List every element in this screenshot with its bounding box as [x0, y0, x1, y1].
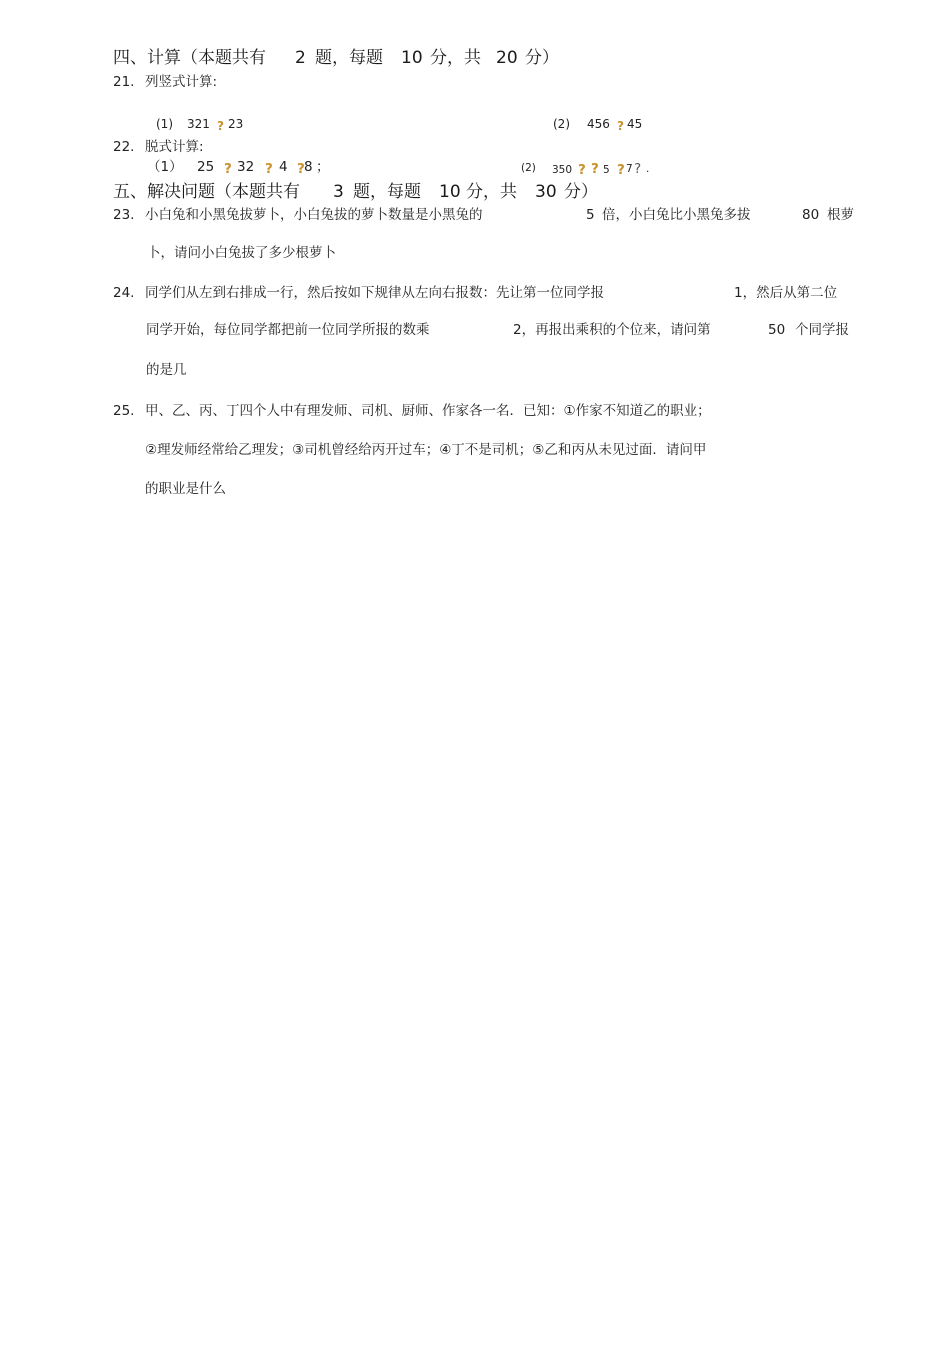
section-5-text: 分） — [564, 182, 598, 202]
section-4-points-each: 10 — [401, 48, 423, 68]
question-text: 倍，小白兔比小黑兔多拔 — [602, 207, 751, 223]
question-text: 2，再报出乘积的个位来，请问第 — [513, 322, 711, 338]
section-5-title: 五、解决问题（本题共有 — [113, 182, 300, 202]
punctuation: . — [646, 163, 650, 175]
item-label: （1） — [147, 159, 183, 175]
item-label: (2) — [553, 117, 570, 131]
operand: 5 — [603, 164, 610, 176]
section-5-count: 3 — [333, 182, 344, 202]
operand: 8 — [304, 159, 313, 175]
question-number: 22. — [113, 139, 135, 155]
punctuation: ； — [316, 159, 330, 175]
section-5-text: 分，共 — [466, 182, 517, 202]
question-text: 同学开始，每位同学都把前一位同学所报的数乘 — [146, 322, 430, 338]
question-value: 80 — [802, 207, 820, 223]
unknown-operator-glyph: ? — [578, 162, 586, 178]
unknown-operator-glyph: ? — [591, 161, 599, 177]
question-text: 根萝 — [827, 207, 854, 223]
operand: 4 — [279, 159, 288, 175]
question-text: 卜，请问小白兔拔了多少根萝卜 — [147, 245, 336, 261]
question-number: 21. — [113, 74, 135, 90]
unknown-operator-glyph: ? — [217, 119, 224, 133]
operand: 321 — [187, 117, 210, 131]
section-5-text: 题，每题 — [353, 182, 421, 202]
item-label: (1) — [156, 117, 173, 131]
question-number: 23. — [113, 207, 135, 223]
unknown-operator-glyph: ? — [617, 119, 624, 133]
section-4-total: 20 — [496, 48, 518, 68]
section-4-text: 分，共 — [430, 48, 481, 68]
unknown-operator-glyph: ? — [634, 161, 642, 177]
section-5-total: 30 — [535, 182, 557, 202]
question-value: 5 — [586, 207, 595, 223]
operand: 45 — [627, 117, 643, 131]
section-5-points-each: 10 — [439, 182, 461, 202]
question-text: 的是几 — [146, 362, 187, 378]
question-text: ②理发师经常给乙理发；③司机曾经给丙开过车；④丁不是司机；⑤乙和丙从未见过面．请问甲 — [145, 442, 707, 458]
operand: 25 — [197, 159, 215, 175]
item-label: (2) — [521, 162, 536, 174]
question-title: 脱式计算: — [145, 139, 204, 155]
question-number: 25. — [113, 403, 135, 419]
question-number: 24. — [113, 285, 135, 301]
unknown-operator-glyph: ? — [297, 161, 305, 177]
unknown-operator-glyph: ? — [617, 162, 625, 178]
question-text: 的职业是什么 — [145, 481, 226, 497]
question-text: 小白兔和小黑兔拔萝卜，小白兔拔的萝卜数量是小黑兔的 — [145, 207, 483, 223]
unknown-operator-glyph: ? — [224, 161, 232, 177]
question-text: 同学们从左到右排成一行，然后按如下规律从左向右报数：先让第一位同学报 — [145, 285, 604, 301]
section-4-title: 四、计算（本题共有 — [113, 48, 266, 68]
unknown-operator-glyph: ? — [265, 161, 273, 177]
operand: 456 — [587, 117, 610, 131]
section-4-text: 题，每题 — [315, 48, 383, 68]
question-title: 列竖式计算: — [145, 74, 218, 90]
section-4-count: 2 — [295, 48, 306, 68]
operand: 32 — [237, 159, 255, 175]
operand: 7 — [626, 163, 633, 175]
question-text: 1，然后从第二位 — [734, 285, 838, 301]
question-value: 50 — [768, 322, 786, 338]
operand: 350 — [552, 164, 573, 176]
question-text: 个同学报 — [795, 322, 849, 338]
section-4-text: 分） — [525, 48, 559, 68]
operand: 23 — [228, 117, 244, 131]
question-text: 甲、乙、丙、丁四个人中有理发师、司机、厨师、作家各一名．已知：①作家不知道乙的职业； — [145, 403, 711, 419]
